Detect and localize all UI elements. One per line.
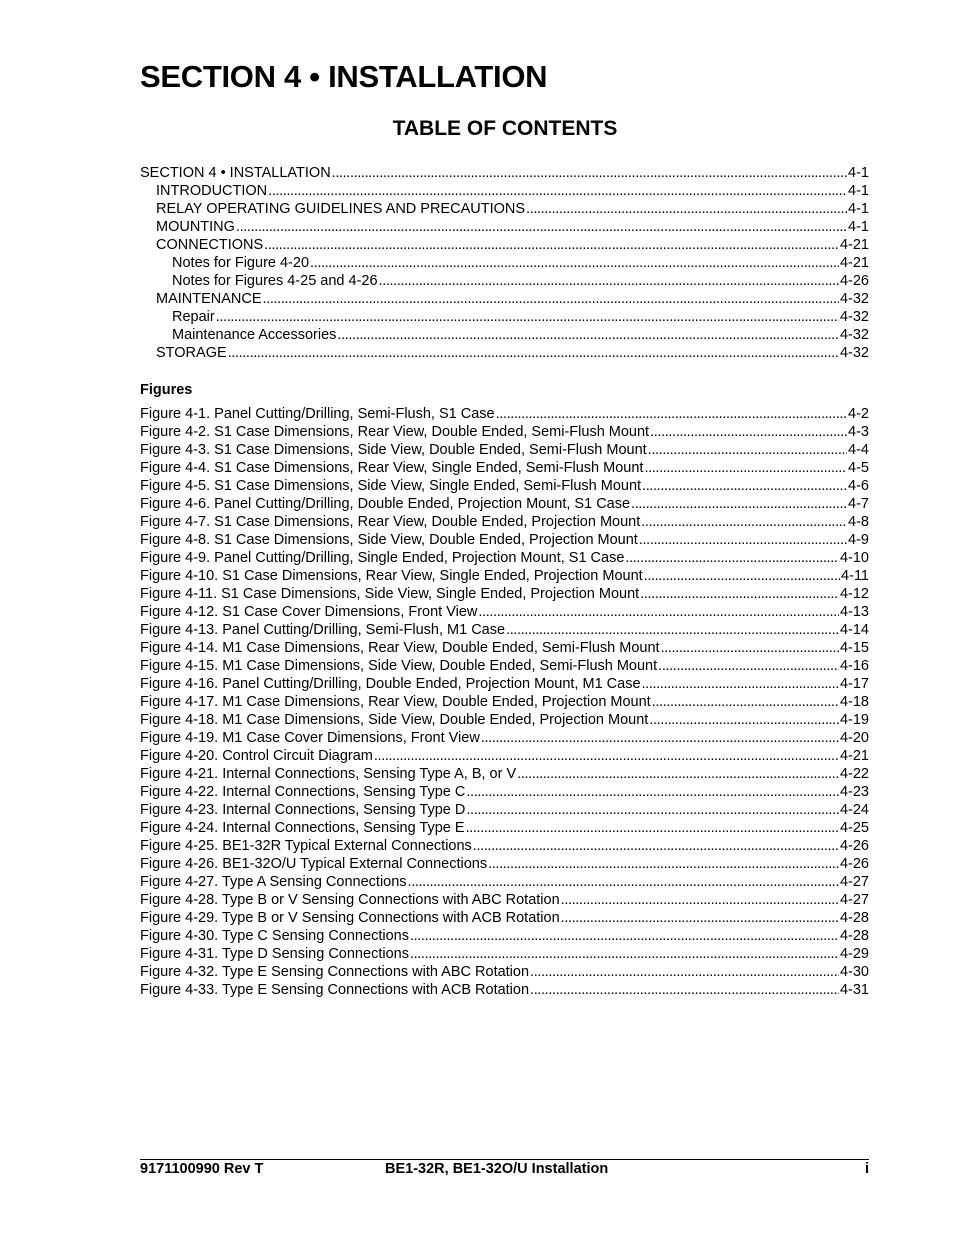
figure-entry-label: Figure 4-9. Panel Cutting/Drilling, Single Ended, Projection Mount, S1 Case <box>140 550 625 566</box>
figure-entry[interactable] <box>140 603 869 621</box>
figure-entry[interactable] <box>140 693 869 711</box>
figure-entry-label: Figure 4-31. Type D Sensing Connections <box>140 946 409 962</box>
footer-divider <box>140 1159 869 1160</box>
figure-entry-label: Figure 4-26. BE1-32O/U Typical External Connections <box>140 856 488 872</box>
figure-entry[interactable] <box>140 729 869 747</box>
dot-leader <box>473 837 839 855</box>
figure-entry-label: Figure 4-24. Internal Connections, Sensing Type E <box>140 820 465 836</box>
toc-entry[interactable] <box>140 326 869 344</box>
figure-entry[interactable] <box>140 837 869 855</box>
toc-entry-page: 4-32 <box>839 345 869 361</box>
dot-leader <box>466 801 839 819</box>
dot-leader <box>506 621 839 639</box>
toc-entry[interactable] <box>140 200 869 218</box>
figure-entry-page: 4-3 <box>848 424 869 440</box>
figure-entry-page: 4-18 <box>839 694 869 710</box>
figure-entry-page: 4-8 <box>848 514 869 530</box>
toc-entry[interactable] <box>140 254 869 272</box>
toc-entry-label: MOUNTING <box>156 219 235 235</box>
figure-entry-label: Figure 4-5. S1 Case Dimensions, Side View, Single Ended, Semi-Flush Mount <box>140 478 642 494</box>
figure-entry-page: 4-31 <box>839 982 869 998</box>
document-title: BE1-32R, BE1-32O/U Installation <box>385 1161 609 1177</box>
figure-entry-page: 4-30 <box>839 964 869 980</box>
figure-entry-page: 4-28 <box>839 910 869 926</box>
figure-entry[interactable] <box>140 495 869 513</box>
dot-leader <box>268 182 847 200</box>
toc-entry-page: 4-32 <box>839 291 869 307</box>
figure-entry-page: 4-19 <box>839 712 869 728</box>
toc-entry[interactable] <box>140 344 869 362</box>
figure-entry-page: 4-20 <box>839 730 869 746</box>
dot-leader <box>642 675 839 693</box>
figure-entry[interactable] <box>140 981 869 999</box>
dot-leader <box>526 200 847 218</box>
dot-leader <box>640 585 839 603</box>
figure-entry-label: Figure 4-16. Panel Cutting/Drilling, Double Ended, Projection Mount, M1 Case <box>140 676 641 692</box>
figure-entry-page: 4-24 <box>839 802 869 818</box>
page-number: i <box>864 1161 869 1177</box>
figure-entry-label: Figure 4-10. S1 Case Dimensions, Rear View, Single Ended, Projection Mount <box>140 568 643 584</box>
figure-entry-label: Figure 4-19. M1 Case Cover Dimensions, Front View <box>140 730 480 746</box>
toc-entry-label: CONNECTIONS <box>156 237 264 253</box>
figure-entry[interactable] <box>140 477 869 495</box>
dot-leader <box>263 290 839 308</box>
figure-entry-label: Figure 4-29. Type B or V Sensing Connections with ACB Rotation <box>140 910 560 926</box>
figure-entry[interactable] <box>140 657 869 675</box>
figure-entry[interactable] <box>140 927 869 945</box>
figure-entry-page: 4-16 <box>839 658 869 674</box>
dot-leader <box>661 639 839 657</box>
figure-entry[interactable] <box>140 945 869 963</box>
figure-entry-page: 4-27 <box>839 874 869 890</box>
toc-entry-page: 4-32 <box>839 309 869 325</box>
dot-leader <box>641 513 847 531</box>
figure-entry-page: 4-27 <box>839 892 869 908</box>
toc-list <box>140 164 869 362</box>
dot-leader <box>410 927 839 945</box>
toc-entry[interactable] <box>140 236 869 254</box>
figure-entry-label: Figure 4-6. Panel Cutting/Drilling, Double Ended, Projection Mount, S1 Case <box>140 496 631 512</box>
figure-entry-label: Figure 4-17. M1 Case Dimensions, Rear View, Double Ended, Projection Mount <box>140 694 651 710</box>
dot-leader <box>228 344 839 362</box>
figure-entry[interactable] <box>140 459 869 477</box>
figure-entry-label: Figure 4-2. S1 Case Dimensions, Rear View, Double Ended, Semi-Flush Mount <box>140 424 650 440</box>
figure-entry[interactable] <box>140 765 869 783</box>
dot-leader <box>481 729 839 747</box>
figure-entry-page: 4-21 <box>839 748 869 764</box>
toc-entry[interactable] <box>140 182 869 200</box>
toc-entry-label: INTRODUCTION <box>156 183 268 199</box>
dot-leader <box>410 945 839 963</box>
figure-entry-page: 4-29 <box>839 946 869 962</box>
toc-entry-label: STORAGE <box>156 345 227 361</box>
toc-entry-page: 4-1 <box>848 201 869 217</box>
dot-leader <box>649 711 839 729</box>
figure-entry[interactable] <box>140 531 869 549</box>
figure-entry-label: Figure 4-11. S1 Case Dimensions, Side View, Single Ended, Projection Mount <box>140 586 640 602</box>
figure-entry[interactable] <box>140 801 869 819</box>
figure-entry-page: 4-2 <box>848 406 869 422</box>
figure-entry-page: 4-11 <box>841 568 869 584</box>
figure-entry-label: Figure 4-14. M1 Case Dimensions, Rear View, Double Ended, Semi-Flush Mount <box>140 640 660 656</box>
toc-entry[interactable] <box>140 272 869 290</box>
figure-entry-label: Figure 4-25. BE1-32R Typical External Connections <box>140 838 472 854</box>
dot-leader <box>652 693 839 711</box>
figure-entry[interactable] <box>140 819 869 837</box>
figures-heading: Figures <box>140 382 193 398</box>
dot-leader <box>639 531 847 549</box>
figures-list <box>140 405 869 999</box>
toc-entry-label: SECTION 4 • INSTALLATION <box>140 165 331 181</box>
toc-entry-page: 4-21 <box>839 255 869 271</box>
figure-entry-page: 4-4 <box>848 442 869 458</box>
figure-entry-page: 4-26 <box>839 838 869 854</box>
section-title: SECTION 4 • INSTALLATION <box>140 59 548 94</box>
dot-leader <box>517 765 839 783</box>
figure-entry-page: 4-23 <box>839 784 869 800</box>
figure-entry-label: Figure 4-23. Internal Connections, Sensing Type D <box>140 802 466 818</box>
figure-entry[interactable] <box>140 963 869 981</box>
figure-entry-label: Figure 4-18. M1 Case Dimensions, Side View, Double Ended, Projection Mount <box>140 712 649 728</box>
toc-entry-page: 4-1 <box>848 183 869 199</box>
dot-leader <box>650 423 847 441</box>
dot-leader <box>631 495 847 513</box>
figure-entry-page: 4-28 <box>839 928 869 944</box>
figure-entry-page: 4-7 <box>848 496 869 512</box>
dot-leader <box>644 567 840 585</box>
figure-entry[interactable] <box>140 513 869 531</box>
figure-entry-page: 4-22 <box>839 766 869 782</box>
figure-entry[interactable] <box>140 423 869 441</box>
dot-leader <box>236 218 847 236</box>
dot-leader <box>561 909 839 927</box>
figure-entry[interactable] <box>140 855 869 873</box>
figure-entry[interactable] <box>140 711 869 729</box>
dot-leader <box>310 254 839 272</box>
figure-entry[interactable] <box>140 621 869 639</box>
figure-entry-label: Figure 4-27. Type A Sensing Connections <box>140 874 407 890</box>
toc-entry-label: MAINTENANCE <box>156 291 262 307</box>
toc-entry-label: Repair <box>172 309 215 325</box>
toc-title: TABLE OF CONTENTS <box>392 117 618 140</box>
dot-leader <box>374 747 839 765</box>
figure-entry[interactable] <box>140 585 869 603</box>
dot-leader <box>648 441 847 459</box>
dot-leader <box>332 164 847 182</box>
dot-leader <box>379 272 839 290</box>
figure-entry-label: Figure 4-28. Type B or V Sensing Connections with ABC Rotation <box>140 892 560 908</box>
figure-entry-page: 4-17 <box>839 676 869 692</box>
figure-entry[interactable] <box>140 675 869 693</box>
figure-entry-page: 4-5 <box>848 460 869 476</box>
toc-entry[interactable] <box>140 218 869 236</box>
figure-entry[interactable] <box>140 873 869 891</box>
figure-entry-page: 4-6 <box>848 478 869 494</box>
dot-leader <box>478 603 839 621</box>
dot-leader <box>496 405 847 423</box>
toc-entry-page: 4-26 <box>839 273 869 289</box>
dot-leader <box>642 477 847 495</box>
figure-entry-label: Figure 4-32. Type E Sensing Connections with ABC Rotation <box>140 964 530 980</box>
figure-entry-label: Figure 4-3. S1 Case Dimensions, Side View, Double Ended, Semi-Flush Mount <box>140 442 647 458</box>
dot-leader <box>488 855 839 873</box>
figure-entry[interactable] <box>140 567 869 585</box>
dot-leader <box>337 326 839 344</box>
figure-entry[interactable] <box>140 783 869 801</box>
figure-entry[interactable] <box>140 909 869 927</box>
toc-entry-page: 4-1 <box>848 219 869 235</box>
toc-entry-label: Maintenance Accessories <box>172 327 337 343</box>
toc-entry[interactable] <box>140 290 869 308</box>
dot-leader <box>408 873 839 891</box>
toc-entry[interactable] <box>140 308 869 326</box>
figure-entry-label: Figure 4-1. Panel Cutting/Drilling, Semi-Flush, S1 Case <box>140 406 495 422</box>
dot-leader <box>644 459 847 477</box>
dot-leader <box>625 549 839 567</box>
figure-entry-label: Figure 4-15. M1 Case Dimensions, Side View, Double Ended, Semi-Flush Mount <box>140 658 658 674</box>
figure-entry-label: Figure 4-13. Panel Cutting/Drilling, Semi-Flush, M1 Case <box>140 622 506 638</box>
toc-entry-label: Notes for Figures 4-25 and 4-26 <box>172 273 378 289</box>
toc-entry-label: RELAY OPERATING GUIDELINES AND PRECAUTIONS <box>156 201 526 217</box>
figure-entry[interactable] <box>140 891 869 909</box>
document-number: 9171100990 Rev T <box>140 1161 264 1177</box>
figure-entry[interactable] <box>140 549 869 567</box>
figure-entry-page: 4-13 <box>839 604 869 620</box>
figure-entry-label: Figure 4-4. S1 Case Dimensions, Rear View, Single Ended, Semi-Flush Mount <box>140 460 644 476</box>
figure-entry-page: 4-14 <box>839 622 869 638</box>
figure-entry-label: Figure 4-33. Type E Sensing Connections with ACB Rotation <box>140 982 530 998</box>
figure-entry-label: Figure 4-22. Internal Connections, Sensing Type C <box>140 784 466 800</box>
dot-leader <box>530 981 839 999</box>
dot-leader <box>658 657 839 675</box>
toc-entry[interactable] <box>140 164 869 182</box>
dot-leader <box>561 891 839 909</box>
figure-entry-label: Figure 4-20. Control Circuit Diagram <box>140 748 373 764</box>
figure-entry[interactable] <box>140 747 869 765</box>
figure-entry-page: 4-12 <box>839 586 869 602</box>
toc-entry-page: 4-21 <box>839 237 869 253</box>
figure-entry[interactable] <box>140 639 869 657</box>
figure-entry[interactable] <box>140 405 869 423</box>
figure-entry-page: 4-9 <box>848 532 869 548</box>
dot-leader <box>466 783 839 801</box>
figure-entry-page: 4-10 <box>839 550 869 566</box>
figure-entry-label: Figure 4-8. S1 Case Dimensions, Side View, Double Ended, Projection Mount <box>140 532 638 548</box>
toc-entry-page: 4-32 <box>839 327 869 343</box>
figure-entry-label: Figure 4-12. S1 Case Cover Dimensions, Front View <box>140 604 478 620</box>
figure-entry-page: 4-26 <box>839 856 869 872</box>
figure-entry-label: Figure 4-21. Internal Connections, Sensing Type A, B, or V <box>140 766 517 782</box>
toc-entry-page: 4-1 <box>848 165 869 181</box>
figure-entry-label: Figure 4-7. S1 Case Dimensions, Rear View, Double Ended, Projection Mount <box>140 514 641 530</box>
figure-entry[interactable] <box>140 441 869 459</box>
figure-entry-page: 4-25 <box>839 820 869 836</box>
dot-leader <box>216 308 839 326</box>
figure-entry-label: Figure 4-30. Type C Sensing Connections <box>140 928 409 944</box>
figure-entry-page: 4-15 <box>839 640 869 656</box>
dot-leader <box>466 819 839 837</box>
dot-leader <box>530 963 839 981</box>
toc-entry-label: Notes for Figure 4-20 <box>172 255 310 271</box>
dot-leader <box>264 236 839 254</box>
